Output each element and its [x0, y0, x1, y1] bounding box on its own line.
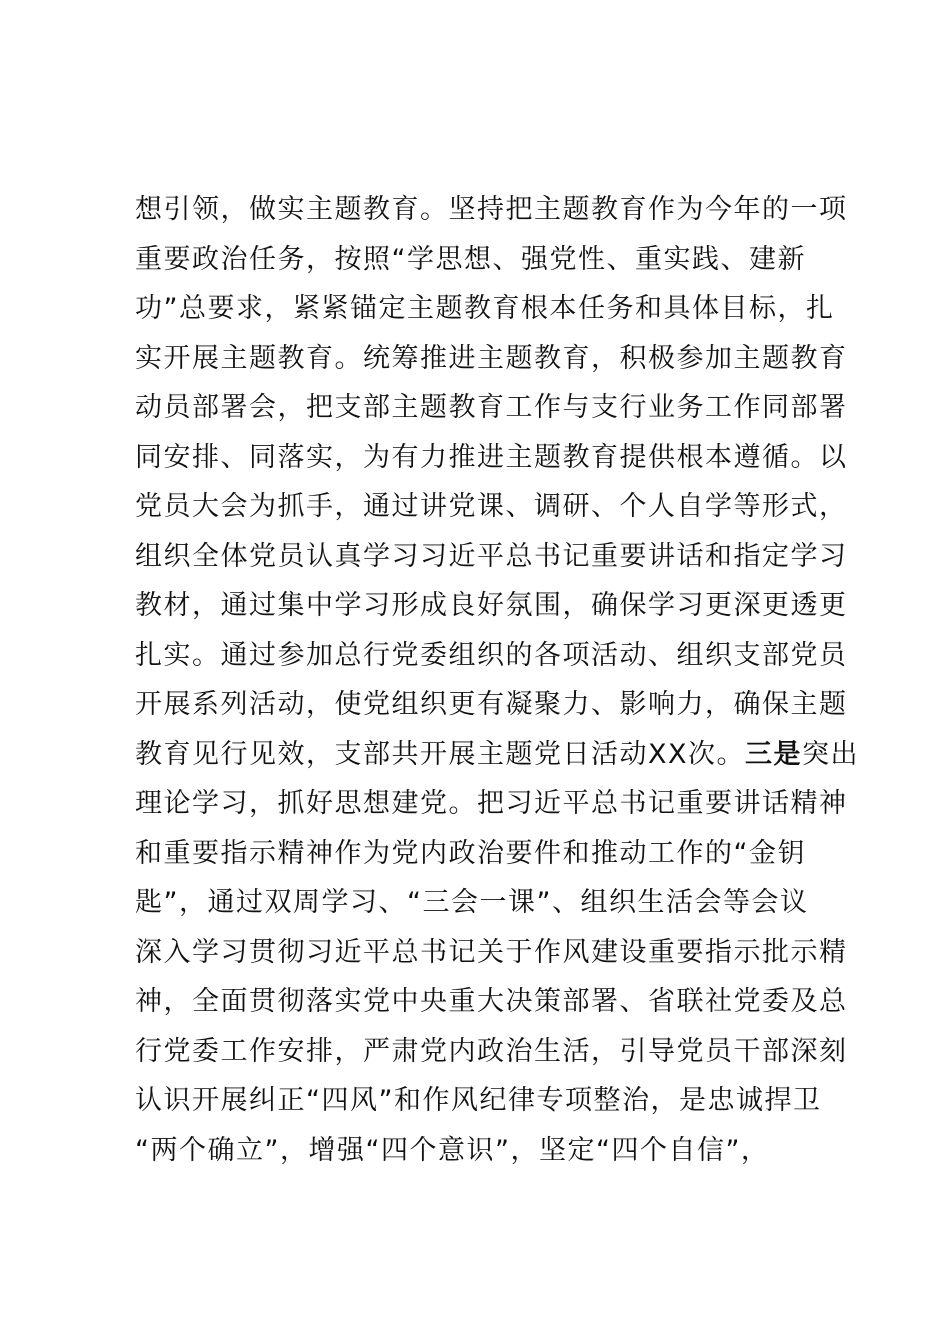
text-line-14: 和重要指示精神作为党内政治要件和推动工作的“金钥 — [135, 837, 806, 869]
text-line-11: 开展系列活动，使党组织更有凝聚力、影响力，确保主题 — [135, 689, 848, 720]
section-marker-bold: 三是 — [745, 738, 802, 770]
text-line-12 — [135, 730, 859, 780]
text-line-12-end: 突出 — [802, 738, 859, 770]
text-line-10: 扎实。通过参加总行党委组织的各项活动、组织支部党员 — [135, 639, 848, 671]
text-line-8: 组织全体党员认真学习习近平总书记重要讲话和指定学习 — [135, 540, 848, 572]
text-line-7: 党员大会为抓手，通过讲党课、调研、个人自学等形式， — [135, 491, 848, 522]
text-line-1: 想引领，做实主题教育。坚持把主题教育作为今年的一项 — [135, 194, 848, 225]
text-line-9: 教材，通过集中学习形成良好氛围，确保学习更深更透更 — [135, 590, 848, 621]
text-line-17: 神，全面贯彻落实党中央重大决策部署、省联社党委及总 — [135, 986, 848, 1017]
text-line-12-start: 教育见行见效，支部共开展主题党日活动XX次。 — [135, 738, 745, 770]
text-line-5: 动员部署会，把支部主题教育工作与支行业务工作同部署 — [135, 392, 848, 423]
text-line-16: 深入学习贯彻习近平总书记关于作风建设重要指示批示精 — [135, 936, 848, 968]
text-line-6: 同安排、同落实，为有力推进主题教育提供根本遵循。以 — [135, 441, 848, 473]
text-line-3: 功”总要求，紧紧锚定主题教育根本任务和具体目标，扎 — [135, 293, 835, 324]
text-line-15: 匙”，通过双周学习、“三会一课”、组织生活会等会议 — [135, 887, 809, 918]
text-line-18: 行党委工作安排，严肃党内政治生活，引导党员干部深刻 — [135, 1035, 848, 1067]
body-paragraph — [135, 185, 859, 1175]
text-line-13: 理论学习，抓好思想建党。把习近平总书记重要讲话精神 — [135, 788, 848, 819]
text-line-2: 重要政治任务，按照“学思想、强党性、重实践、建新 — [135, 243, 806, 275]
text-line-4: 实开展主题教育。统筹推进主题教育，积极参加主题教育 — [135, 342, 848, 374]
text-line-19: 认识开展纠正“四风”和作风纪律专项整治，是忠诚捍卫 — [135, 1085, 822, 1116]
text-line-20: “两个确立”，增强“四个意识”，坚定“四个自信”， — [135, 1134, 770, 1166]
